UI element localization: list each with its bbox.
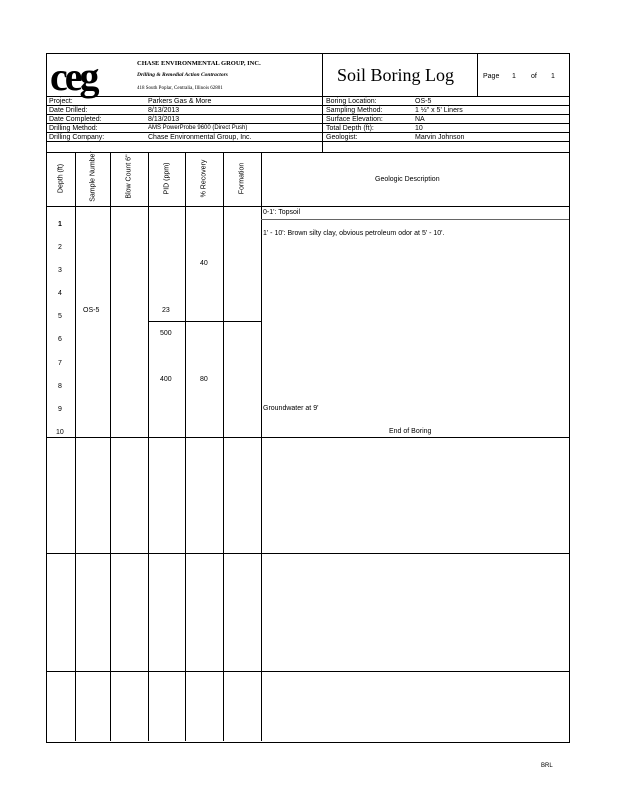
recovery-value: 40 [200,260,208,267]
company-name: CHASE ENVIRONMENTAL GROUP, INC. [137,60,261,67]
info-line [46,141,569,142]
recovery-value: 80 [200,376,208,383]
info-line [46,123,569,124]
col-line [223,152,224,741]
company-logo: ceg [50,54,97,99]
description-groundwater: Groundwater at 9' [263,405,319,412]
col-formation-header: Formation [238,162,246,195]
sample-number: OS-5 [83,307,100,314]
drilling-method-value: AMS PowerProbe 9600 (Direct Push) [148,125,248,131]
total-depth-value: 10 [415,125,423,132]
project-label: Project: [49,98,73,105]
of-label: of [531,73,537,80]
col-pid-header: PID (ppm) [163,162,171,195]
sample-divider [148,321,261,322]
header-bottom-line [46,96,569,97]
log-title: Soil Boring Log [337,65,455,85]
col-line [185,152,186,741]
description-topsoil: 0-1': Topsoil [263,209,301,216]
boring-location-value: OS-5 [415,98,432,105]
sampling-method-value: 1 ½" x 5' Liners [415,107,463,114]
company-address: 418 South Poplar, Centralia, Illinois 62801 [137,86,223,91]
date-completed-label: Date Completed: [49,116,102,123]
surface-elevation-label: Surface Elevation: [326,116,383,123]
date-completed-value: 8/13/2013 [148,116,180,123]
project-value: Parkers Gas & More [148,98,212,105]
depth-mark: 2 [58,244,62,251]
pid-value: 23 [162,307,170,314]
info-line [46,114,569,115]
col-sample-header: Sample Number [89,151,97,202]
col-line [261,152,262,741]
info-divider [322,96,323,152]
depth-mark: 3 [58,267,62,274]
date-drilled-value: 8/13/2013 [148,107,180,114]
page-divider [477,53,478,96]
depth-mark: 5 [58,313,62,320]
pid-value: 500 [160,330,172,337]
drilling-method-label: Drilling Method: [49,125,98,132]
description-end: End of Boring [389,428,432,435]
page-total: 1 [551,73,555,80]
col-recovery-header: % Recovery [200,159,208,198]
boring-location-label: Boring Location: [326,98,377,105]
col-blow-count-header: Blow Count 6" [125,154,133,199]
depth-mark: 4 [58,290,62,297]
info-line [46,132,569,133]
geologist-value: Marvin Johnson [415,134,465,141]
col-geologic-header: Geologic Description [375,176,440,183]
title-divider [322,53,323,96]
depth-mark: 8 [58,383,62,390]
depth-mark: 9 [58,406,62,413]
description-underline [261,219,569,220]
footer-code: BRL [541,763,553,769]
pid-value: 400 [160,376,172,383]
col-line [148,152,149,741]
col-line [75,152,76,741]
sampling-method-label: Sampling Method: [326,107,383,114]
page-number: 1 [512,73,516,80]
depth-mark: 7 [58,360,62,367]
company-tagline: Drilling & Remedial Action Contractors [137,72,228,78]
info-line [46,105,569,106]
total-depth-label: Total Depth (ft): [326,125,374,132]
page-label: Page [483,73,500,80]
description-clay: 1' - 10': Brown silty clay, obvious petroleum odor at 5' - 10'. [263,230,445,237]
depth-mark: 10 [56,429,64,436]
drilling-company-label: Drilling Company: [49,134,105,141]
col-depth-header: Depth (ft) [57,163,65,194]
date-drilled-label: Date Drilled: [49,107,88,114]
col-line [110,152,111,741]
surface-elevation-value: NA [415,116,425,123]
section-line [46,553,569,554]
drilling-company-value: Chase Environmental Group, Inc. [148,134,252,141]
geologist-label: Geologist: [326,134,358,141]
section-line [46,671,569,672]
section-line [46,437,569,438]
depth-mark: 6 [58,336,62,343]
depth-mark: 1 [58,221,62,228]
